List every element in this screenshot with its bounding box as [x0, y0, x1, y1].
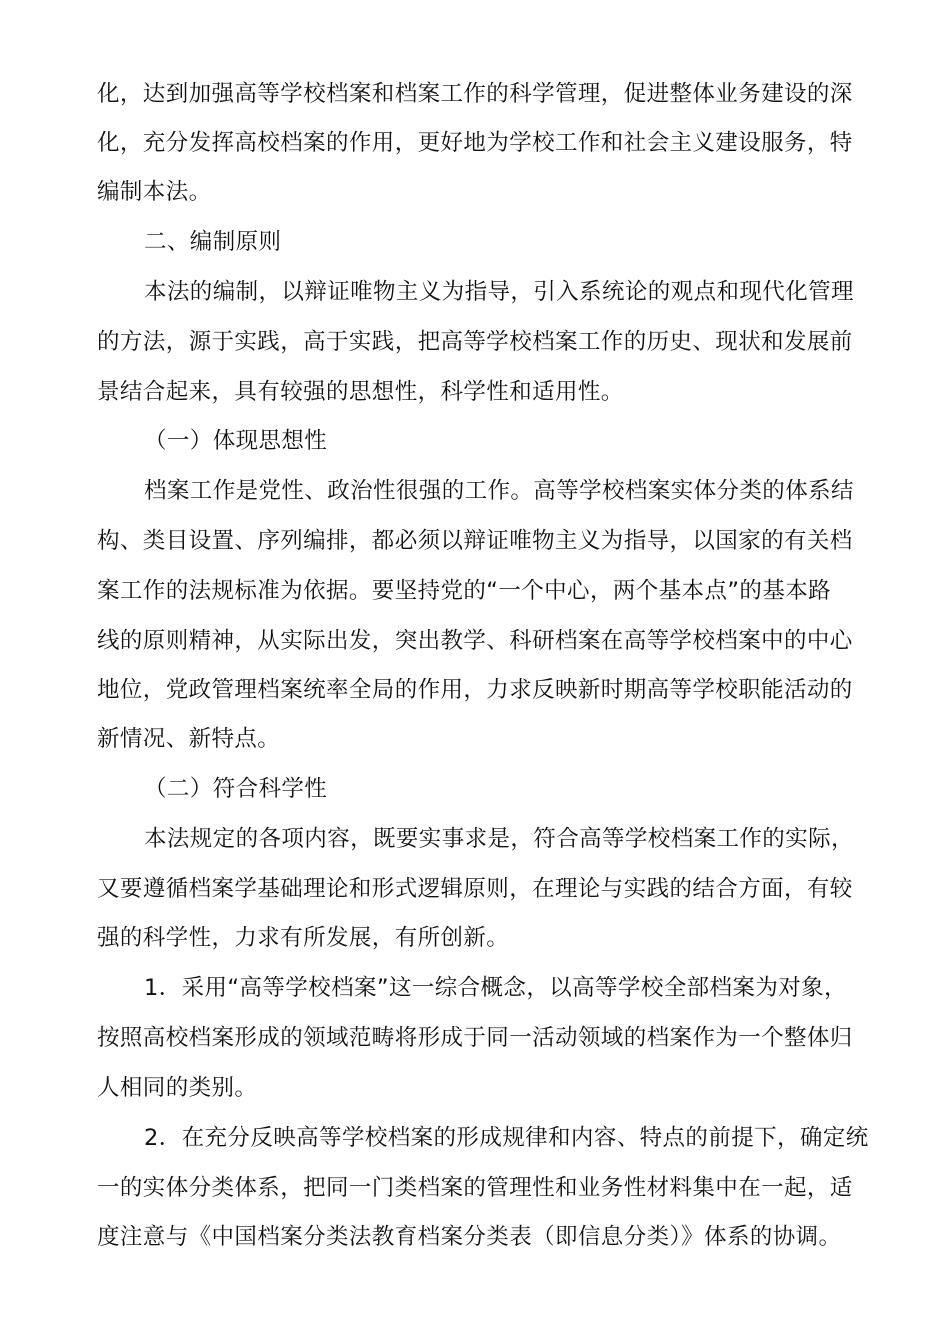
- paragraph-line: 的方法，源于实践，高于实践，把高等学校档案工作的历史、现状和发展前: [97, 329, 853, 355]
- paragraph-line: 本法的编制，以辩证唯物主义为指导，引入系统论的观点和现代化管理: [144, 279, 854, 305]
- paragraph-line: 线的原则精神，从实际出发，突出教学、科研档案在高等学校档案中的中心: [97, 628, 853, 654]
- numbered-item-line: 2．在充分反映高等学校档案的形成规律和内容、特点的前提下，确定统: [144, 1125, 869, 1151]
- paragraph-line: 新情况、新特点。: [97, 726, 281, 752]
- paragraph-line: 本法规定的各项内容，既要实事求是，符合高等学校档案工作的实际，: [144, 826, 854, 852]
- paragraph-line: 编制本法。: [97, 179, 212, 205]
- paragraph-line: 化，达到加强高等学校档案和档案工作的科学管理，促进整体业务建设的深: [97, 81, 853, 107]
- numbered-item-line: 1．采用“高等学校档案”这一综合概念，以高等学校全部档案为对象，: [144, 975, 847, 1001]
- subsection-heading: （一）体现思想性: [144, 428, 328, 454]
- paragraph-line: 又要遵循档案学基础理论和形式逻辑原则，在理论与实践的结合方面，有较: [97, 876, 853, 902]
- numbered-item-line: 度注意与《中国档案分类法教育档案分类表（即信息分类）》体系的协调。: [97, 1224, 842, 1250]
- paragraph-line: 化，充分发挥高校档案的作用，更好地为学校工作和社会主义建设服务，特: [97, 130, 853, 156]
- numbered-item-line: 按照高校档案形成的领域范畴将形成于同一活动领域的档案作为一个整体归: [97, 1025, 853, 1051]
- paragraph-line: 景结合起来，具有较强的思想性，科学性和适用性。: [97, 379, 624, 405]
- numbered-item-line: 人相同的类别。: [97, 1075, 258, 1101]
- paragraph-line: 案工作的法规标准为依据。要坚持党的“一个中心，两个基本点”的基本路: [97, 578, 832, 604]
- section-heading: 二、编制原则: [144, 229, 282, 255]
- paragraph-line: 档案工作是党性、政治性很强的工作。高等学校档案实体分类的体系结: [144, 478, 854, 504]
- paragraph-line: 构、类目设置、序列编排，都必须以辩证唯物主义为指导，以国家的有关档: [97, 528, 853, 554]
- subsection-heading: （二）符合科学性: [144, 776, 328, 802]
- numbered-item-line: 一的实体分类体系，把同一门类档案的管理性和业务性材料集中在一起，适: [97, 1175, 853, 1201]
- paragraph-line: 地位，党政管理档案统率全局的作用，力求反映新时期高等学校职能活动的: [97, 677, 853, 703]
- paragraph-line: 强的科学性，力求有所发展，有所创新。: [97, 925, 510, 951]
